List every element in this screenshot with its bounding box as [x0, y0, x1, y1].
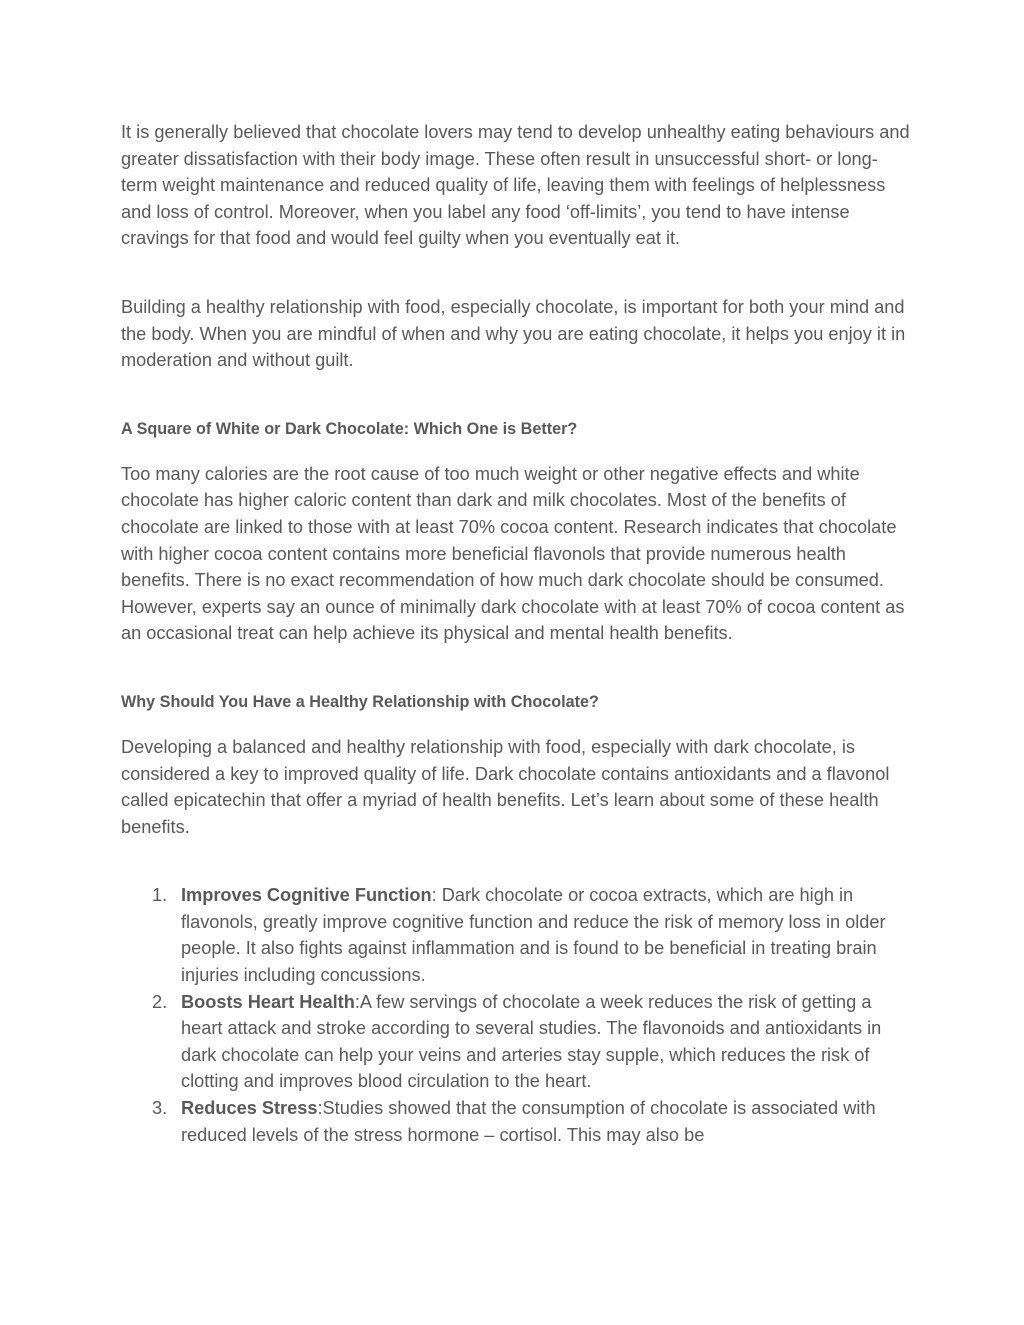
benefit-text: :A few servings of chocolate a week reduces the risk of getting a heart attack and stroke according to several studies. The flavonoids and antioxidants in dark chocolate can help your veins and arteries stay supple, which reduces the risk of clotting and improves blood circulation to the heart.	[181, 991, 882, 1092]
section-heading-white-or-dark: A Square of White or Dark Chocolate: Which One is Better?	[121, 419, 578, 438]
balanced-relationship-paragraph: Developing a balanced and healthy relationship with food, especially with dark chocolate, is considered a key to improved quality of life. Dark chocolate contains antioxidants and a flavonol called epicatechin that offer a myriad of health benefits. Let’s learn about some of these health benefits.	[121, 736, 890, 837]
benefit-title: Improves Cognitive Function	[181, 885, 432, 906]
benefit-title: Boosts Heart Health	[181, 991, 355, 1012]
list-number: 3.	[152, 1098, 168, 1119]
list-item	[121, 1095, 911, 1148]
list-number: 2.	[152, 991, 168, 1012]
relationship-paragraph: Building a healthy relationship with food, especially chocolate, is important for both your mind and the body. When you are mindful of when and why you are eating chocolate, it helps you enjoy it in moderation and without guilt.	[121, 296, 906, 371]
document-page	[121, 119, 911, 1148]
intro-paragraph: It is generally believed that chocolate lovers may tend to develop unhealthy eating behaviours and greater dissatisfaction with their body image. These often result in unsuccessful short- or long-term weight maintenance and reduced quality of life, leaving them with feelings of helplessness and loss of control. Moreover, when you label any food ‘off-limits’, you tend to have intense cravings for that food and would feel guilty when you eventually eat it.	[121, 122, 910, 249]
benefit-title: Reduces Stress	[181, 1098, 318, 1119]
benefit-text: :Studies showed that the consumption of chocolate is associated with reduced levels of the stress hormone – cortisol. This may also be	[181, 1098, 876, 1145]
section-heading-healthy-relationship: Why Should You Have a Healthy Relationship with Chocolate?	[121, 692, 599, 711]
benefits-list	[121, 882, 911, 1148]
calories-paragraph: Too many calories are the root cause of too much weight or other negative effects and white chocolate has higher caloric content than dark and milk chocolates. Most of the benefits of chocolate are linked to those with at least 70% cocoa content. Research indicates that chocolate with higher cocoa content contains more beneficial flavonols that provide numerous health benefits. There is no exact recommendation of how much dark chocolate should be consumed. However, experts say an ounce of minimally dark chocolate with at least 70% of cocoa content as an occasional treat can help achieve its physical and mental health benefits.	[121, 463, 905, 644]
list-number: 1.	[152, 885, 168, 906]
list-item	[121, 882, 911, 988]
benefit-text: : Dark chocolate or cocoa extracts, which are high in flavonols, greatly improve cognitive function and reduce the risk of memory loss in older people. It also fights against inflammation and is found to be beneficial in treating brain injuries including concussions.	[181, 885, 886, 986]
list-item	[121, 989, 911, 1095]
